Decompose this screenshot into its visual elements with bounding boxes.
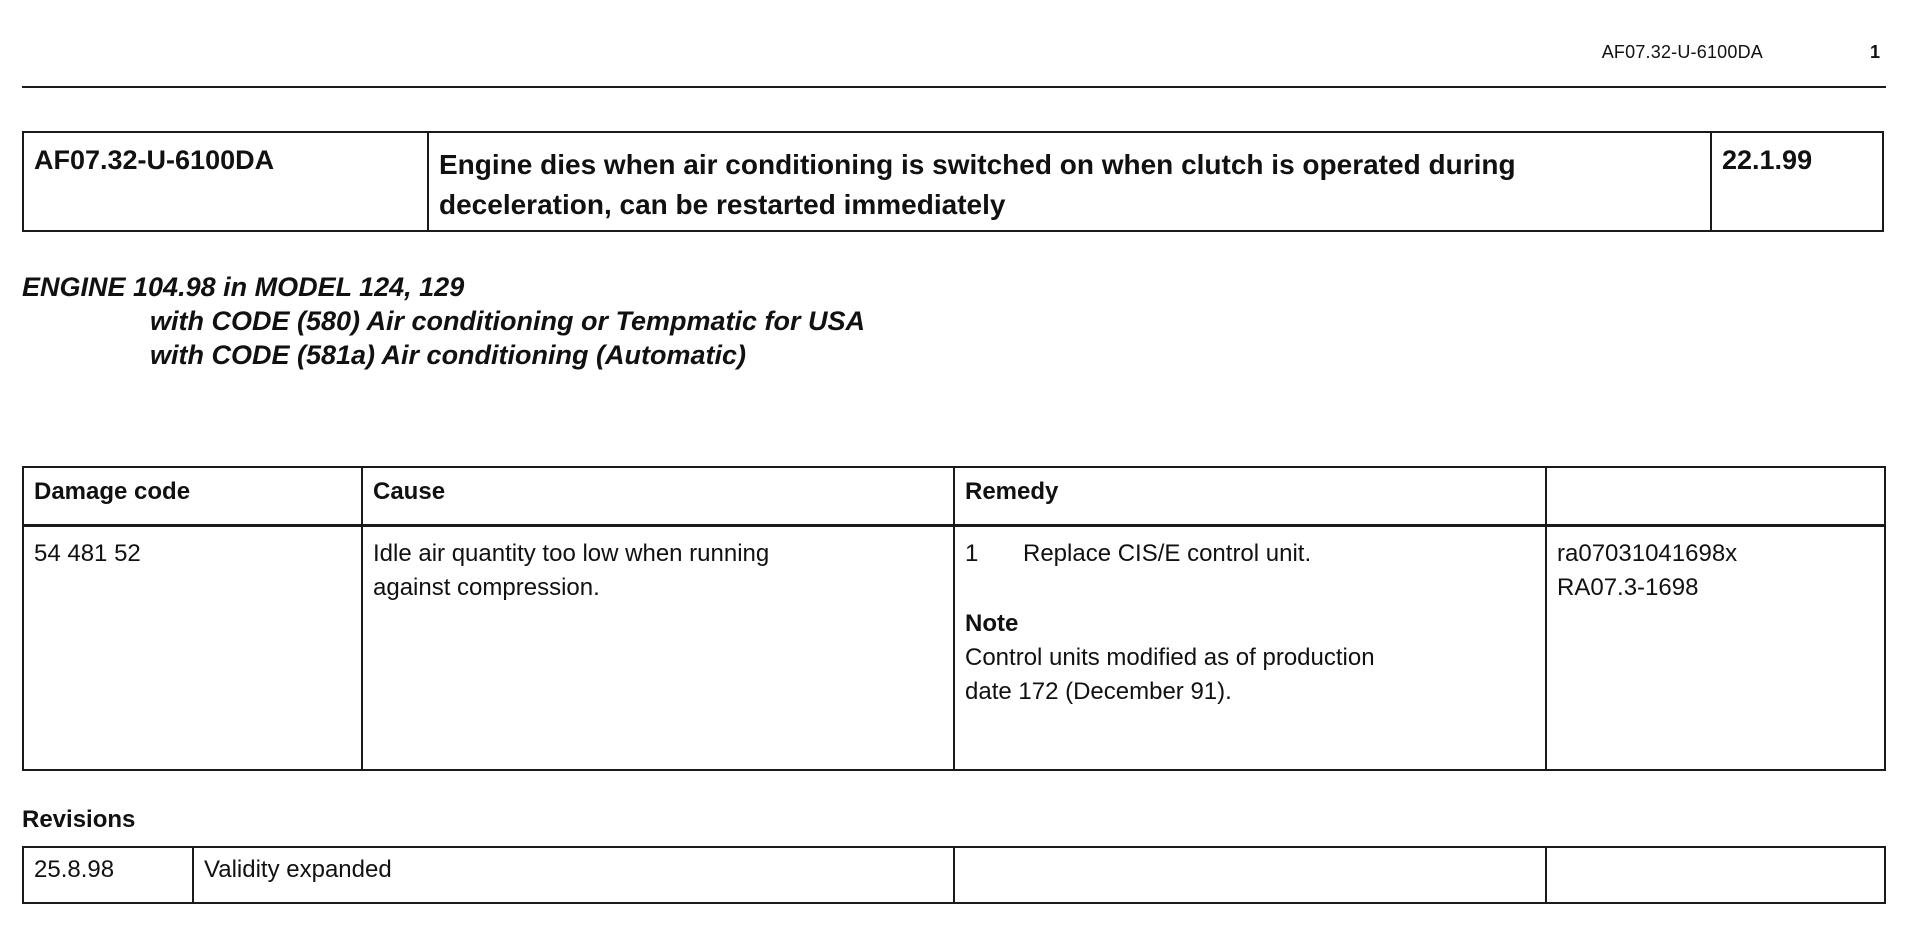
damage-code: 54 481 52 [34,540,141,567]
revisions-heading: Revisions [22,806,136,833]
page-header [0,42,1908,72]
reference-line-2: RA07.3-1698 [1557,574,1699,601]
revision-date: 25.8.98 [23,847,193,903]
table-row [23,847,1885,903]
fault-description-line-1: Engine dies when air conditioning is switched on when clutch is operated during [439,149,1516,180]
note-line-2: date 172 (December 91). [965,678,1232,705]
page-number: 1 [1869,42,1880,62]
remedy-cell [954,526,1546,771]
damage-table [22,466,1886,771]
cause-cell [362,526,954,771]
title-box [22,131,1884,232]
damage-code-cell [23,526,362,771]
header-cause: Cause [362,467,954,526]
note-line-1: Control units modified as of production [965,644,1375,671]
header-document-id: AF07.32-U-6100DA [1601,42,1763,62]
document-id-cell [24,133,429,230]
reference-cell [1546,526,1885,771]
header-damage-code: Damage code [23,467,362,526]
cause-line-1: Idle air quantity too low when running [373,540,770,567]
document-date-cell [1712,133,1882,230]
applicability-code-581a: with CODE (581a) Air conditioning (Automatic) [150,340,747,370]
revisions-table [22,846,1886,904]
document-date: 22.1.99 [1722,145,1813,175]
applicability-engine-model: ENGINE 104.98 in MODEL 124, 129 [22,272,465,302]
fault-description-cell [429,133,1712,230]
reference-line-1: ra07031041698x [1557,540,1738,567]
revision-col-4 [1546,847,1885,903]
applicability-code-580: with CODE (580) Air conditioning or Tempmatic for USA [150,306,866,336]
remedy-step-text: Replace CIS/E control unit. [1023,540,1312,567]
revision-text: Validity expanded [193,847,954,903]
revision-col-3 [954,847,1546,903]
header-remedy: Remedy [954,467,1546,526]
document-id: AF07.32-U-6100DA [34,145,275,175]
damage-table-header-row [23,467,1885,526]
remedy-step-number: 1 [965,540,979,567]
applicability-block [22,270,865,372]
table-row [23,526,1885,771]
remedy-step [965,537,1535,571]
note-label: Note [965,610,1019,637]
cause-line-2: against compression. [373,574,600,601]
fault-description-line-2: deceleration, can be restarted immediately [439,189,1006,220]
header-divider [22,86,1886,88]
header-reference [1546,467,1885,526]
